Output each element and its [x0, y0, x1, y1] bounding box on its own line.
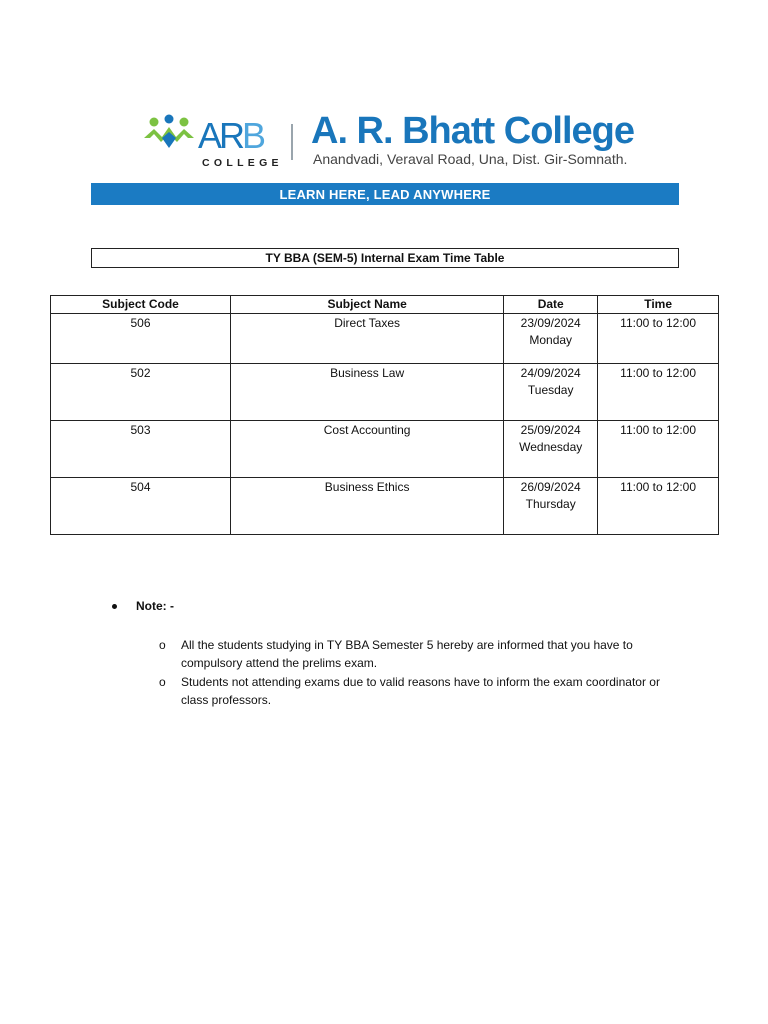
time-cell: 11:00 to 12:00	[598, 478, 719, 535]
date-value: 25/09/2024	[520, 423, 581, 437]
note-label: Note: -	[136, 599, 174, 613]
date-value: 26/09/2024	[520, 480, 581, 494]
circle-bullet-icon: o	[159, 675, 166, 689]
circle-bullet-icon: o	[159, 638, 166, 652]
arb-logo-icon	[142, 108, 282, 172]
note-heading	[112, 599, 174, 613]
subject-name-cell: Cost Accounting	[231, 421, 504, 478]
day-value: Wednesday	[519, 440, 583, 454]
subject-name-cell: Business Law	[231, 364, 504, 421]
date-value: 23/09/2024	[520, 316, 581, 330]
time-cell: 11:00 to 12:00	[598, 364, 719, 421]
header-date: Date	[504, 296, 598, 314]
bullet-icon	[112, 604, 117, 609]
subject-code-cell: 502	[51, 364, 231, 421]
timetable-title: TY BBA (SEM-5) Internal Exam Time Table	[265, 251, 505, 265]
college-name: A. R. Bhatt College	[311, 110, 635, 152]
table-row	[51, 478, 719, 535]
header-time: Time	[598, 296, 719, 314]
day-value: Tuesday	[527, 383, 574, 397]
table-row	[51, 421, 719, 478]
date-value: 24/09/2024	[520, 366, 581, 380]
header-subject-code: Subject Code	[51, 296, 231, 314]
note-text: Students not attending exams due to valid reasons have to inform the exam coordinator or class professors.	[181, 675, 660, 707]
svg-text:B: B	[242, 115, 267, 156]
subject-name-cell: Direct Taxes	[231, 314, 504, 364]
exam-timetable	[50, 295, 719, 535]
subject-code-cell: 506	[51, 314, 231, 364]
svg-text:AR: AR	[198, 115, 243, 156]
table-row	[51, 314, 719, 364]
date-cell	[504, 421, 598, 478]
note-item	[159, 673, 681, 709]
subject-code-cell: 504	[51, 478, 231, 535]
table-header-row	[51, 296, 719, 314]
svg-text:COLLEGE: COLLEGE	[202, 157, 282, 169]
note-text: All the students studying in TY BBA Semester 5 hereby are informed that you have to compulsory attend the prelims exam.	[181, 638, 633, 670]
logo-divider	[291, 124, 293, 160]
note-item	[159, 636, 681, 672]
date-cell	[504, 314, 598, 364]
day-value: Thursday	[525, 497, 576, 511]
subject-code-cell: 503	[51, 421, 231, 478]
time-cell: 11:00 to 12:00	[598, 421, 719, 478]
date-cell	[504, 364, 598, 421]
date-cell	[504, 478, 598, 535]
table-row	[51, 364, 719, 421]
day-value: Monday	[529, 333, 573, 347]
tagline: LEARN HERE, LEAD ANYWHERE	[279, 186, 491, 202]
tagline-bar	[91, 183, 679, 205]
header-subject-name: Subject Name	[231, 296, 504, 314]
timetable-title-box	[91, 248, 679, 268]
time-cell: 11:00 to 12:00	[598, 314, 719, 364]
subject-name-cell: Business Ethics	[231, 478, 504, 535]
college-address: Anandvadi, Veraval Road, Una, Dist. Gir-Somnath.	[313, 151, 628, 167]
college-logo	[142, 108, 282, 172]
